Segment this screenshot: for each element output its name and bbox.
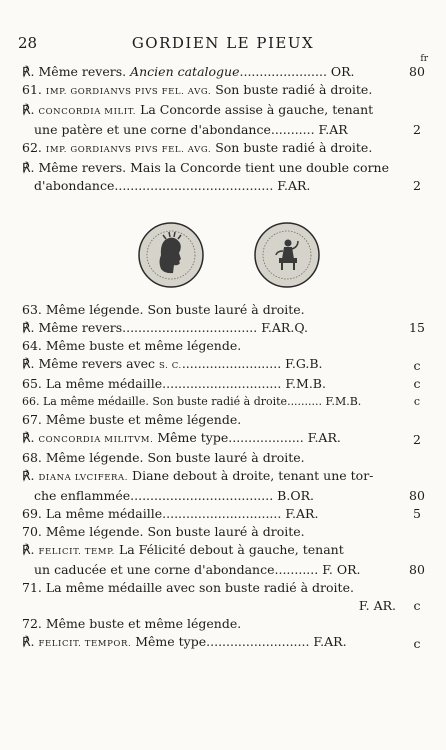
catalogue-entry [22,505,430,523]
entry-text [22,375,402,393]
catalogue-entry [22,615,430,633]
legend-text: DIANA LVCIFERA. [38,473,129,483]
entry-text [22,301,402,319]
italic-text: Ancien catalogue [130,64,240,79]
text-segment: ℟. [22,542,39,557]
text-segment: 72. Même buste et même légende. [22,616,242,631]
text-segment: 68. Même légende. Son buste lauré à droite. [22,450,305,465]
catalogue-entry [22,523,430,541]
catalogue-entry [22,449,430,467]
entry-text [22,319,402,337]
legend-text: CONCORDIA MILIT. [38,107,137,117]
entry-text [22,63,402,81]
text-segment: 62. [22,140,46,155]
catalogue-entry [22,101,430,139]
entry-text [22,633,402,653]
value-francs: 2 [413,178,421,193]
entry-text [22,541,402,561]
text-segment: 63. Même légende. Son buste lauré à droite. [22,302,305,317]
text-segment: Même type................... F.AR. [153,430,341,445]
catalogue-entry [22,355,430,375]
text-segment: La Concorde assise à gauche, tenant [136,102,374,117]
entry-text [22,487,402,505]
value-francs: c [413,395,421,408]
text-segment: ......................... F.G.B. [181,356,323,371]
entry-text [22,81,402,101]
catalogue-entry [22,579,430,615]
entry-text [22,449,402,467]
value-francs: 5 [413,506,421,521]
entry-text [22,177,402,195]
text-segment: 70. Même légende. Son buste lauré à droite. [22,524,305,539]
entry-text [22,393,402,411]
entry-text [22,597,402,615]
entry-text [22,615,402,633]
text-segment: La Félicité debout à gauche, tenant [114,542,344,557]
text-segment: ℟. [22,468,39,483]
text-segment: Son buste radié à droite. [211,82,373,97]
entry-text [22,561,402,579]
obverse-coin-image [136,220,206,290]
value-francs: 2 [413,122,421,137]
text-segment: 66. La même médaille. Son buste radié à droite.......... F.M.B. [22,395,362,408]
legend-text: CONCORDIA MILITVM. [38,435,154,445]
text-segment: 69. La même médaille.............................. F.AR. [22,506,319,521]
entry-text [22,101,402,121]
legend-text: FELICIT. TEMP. [38,547,115,557]
text-segment: d'abondance........................................ F.AR. [34,178,311,193]
value-francs: 80 [409,64,425,79]
text-segment: un caducée et une corne d'abondance........... F. OR. [34,562,361,577]
entry-text [22,337,402,355]
page-number: 28 [18,34,38,52]
text-segment: ℟. [22,102,39,117]
text-segment: Même type.......................... F.AR. [131,634,347,649]
catalogue-entry [22,139,430,159]
text-segment: Diane debout à droite, tenant une tor- [128,468,374,483]
text-segment: 71. La même médaille avec son buste radié à droite. [22,580,354,595]
legend-text: IMP. GORDIANVS PIVS FEL. AVG. [45,87,212,97]
catalogue-entry [22,375,430,393]
reverse-coin-image [252,220,322,290]
value-francs: c [413,598,421,613]
catalogue-entry [22,63,430,81]
entry-text [22,159,402,177]
text-segment: Son buste radié à droite. [211,140,373,155]
entry-text [22,139,402,159]
text-segment: ℟. Même revers. Mais la Concorde tient une double corne [22,160,389,175]
catalogue-entry [22,301,430,319]
catalogue-entry [22,467,430,505]
coin-plate [136,220,322,290]
value-francs: 2 [413,432,421,447]
entries-bottom [22,301,430,653]
text-segment: F. AR. [358,598,396,613]
catalogue-entry [22,393,430,411]
entry-text [22,355,402,375]
text-segment: 61. [22,82,46,97]
entry-text [22,467,402,487]
entry-text [22,429,402,449]
entry-text [22,411,402,429]
entry-text [22,579,402,597]
text-segment: 67. Même buste et même légende. [22,412,242,427]
text-segment: ℟. Même revers. [22,64,131,79]
value-francs: c [413,636,421,651]
text-segment: che enflammée.................................... B.OR. [34,488,314,503]
text-segment: une patère et une corne d'abondance........... F.AR [34,122,348,137]
legend-text: IMP. GORDIANVS PIVS FEL. AVG. [45,145,212,155]
page-title: GORDIEN LE PIEUX [131,34,315,52]
entries-top [22,63,430,195]
catalogue-entry [22,633,430,653]
text-segment: ...................... OR. [239,64,355,79]
catalogue-entry [22,159,430,195]
catalogue-entry [22,337,430,355]
legend-text: FELICIT. TEMPOR. [38,639,132,649]
catalogue-entry [22,541,430,579]
catalogue-entry [22,411,430,429]
entry-text [22,505,402,523]
catalogue-entry [22,319,430,337]
value-francs: 80 [409,562,425,577]
page-header [18,34,428,64]
entry-text [22,523,402,541]
text-segment: 65. La même médaille.............................. F.M.B. [22,376,326,391]
entry-text [22,121,402,139]
legend-text: S. C. [159,361,182,371]
text-segment: ℟. Même revers.................................. F.AR.Q. [22,320,308,335]
value-francs: c [413,358,421,373]
value-francs: 80 [409,488,425,503]
text-segment: ℟. [22,430,39,445]
value-francs: c [413,376,421,391]
text-segment: 64. Même buste et même légende. [22,338,242,353]
column-label-francs: fr [420,54,428,64]
catalogue-entry [22,429,430,449]
text-segment: ℟. [22,634,39,649]
text-segment: ℟. Même revers avec [22,356,159,371]
catalogue-entry [22,81,430,101]
value-francs: 15 [409,320,425,335]
